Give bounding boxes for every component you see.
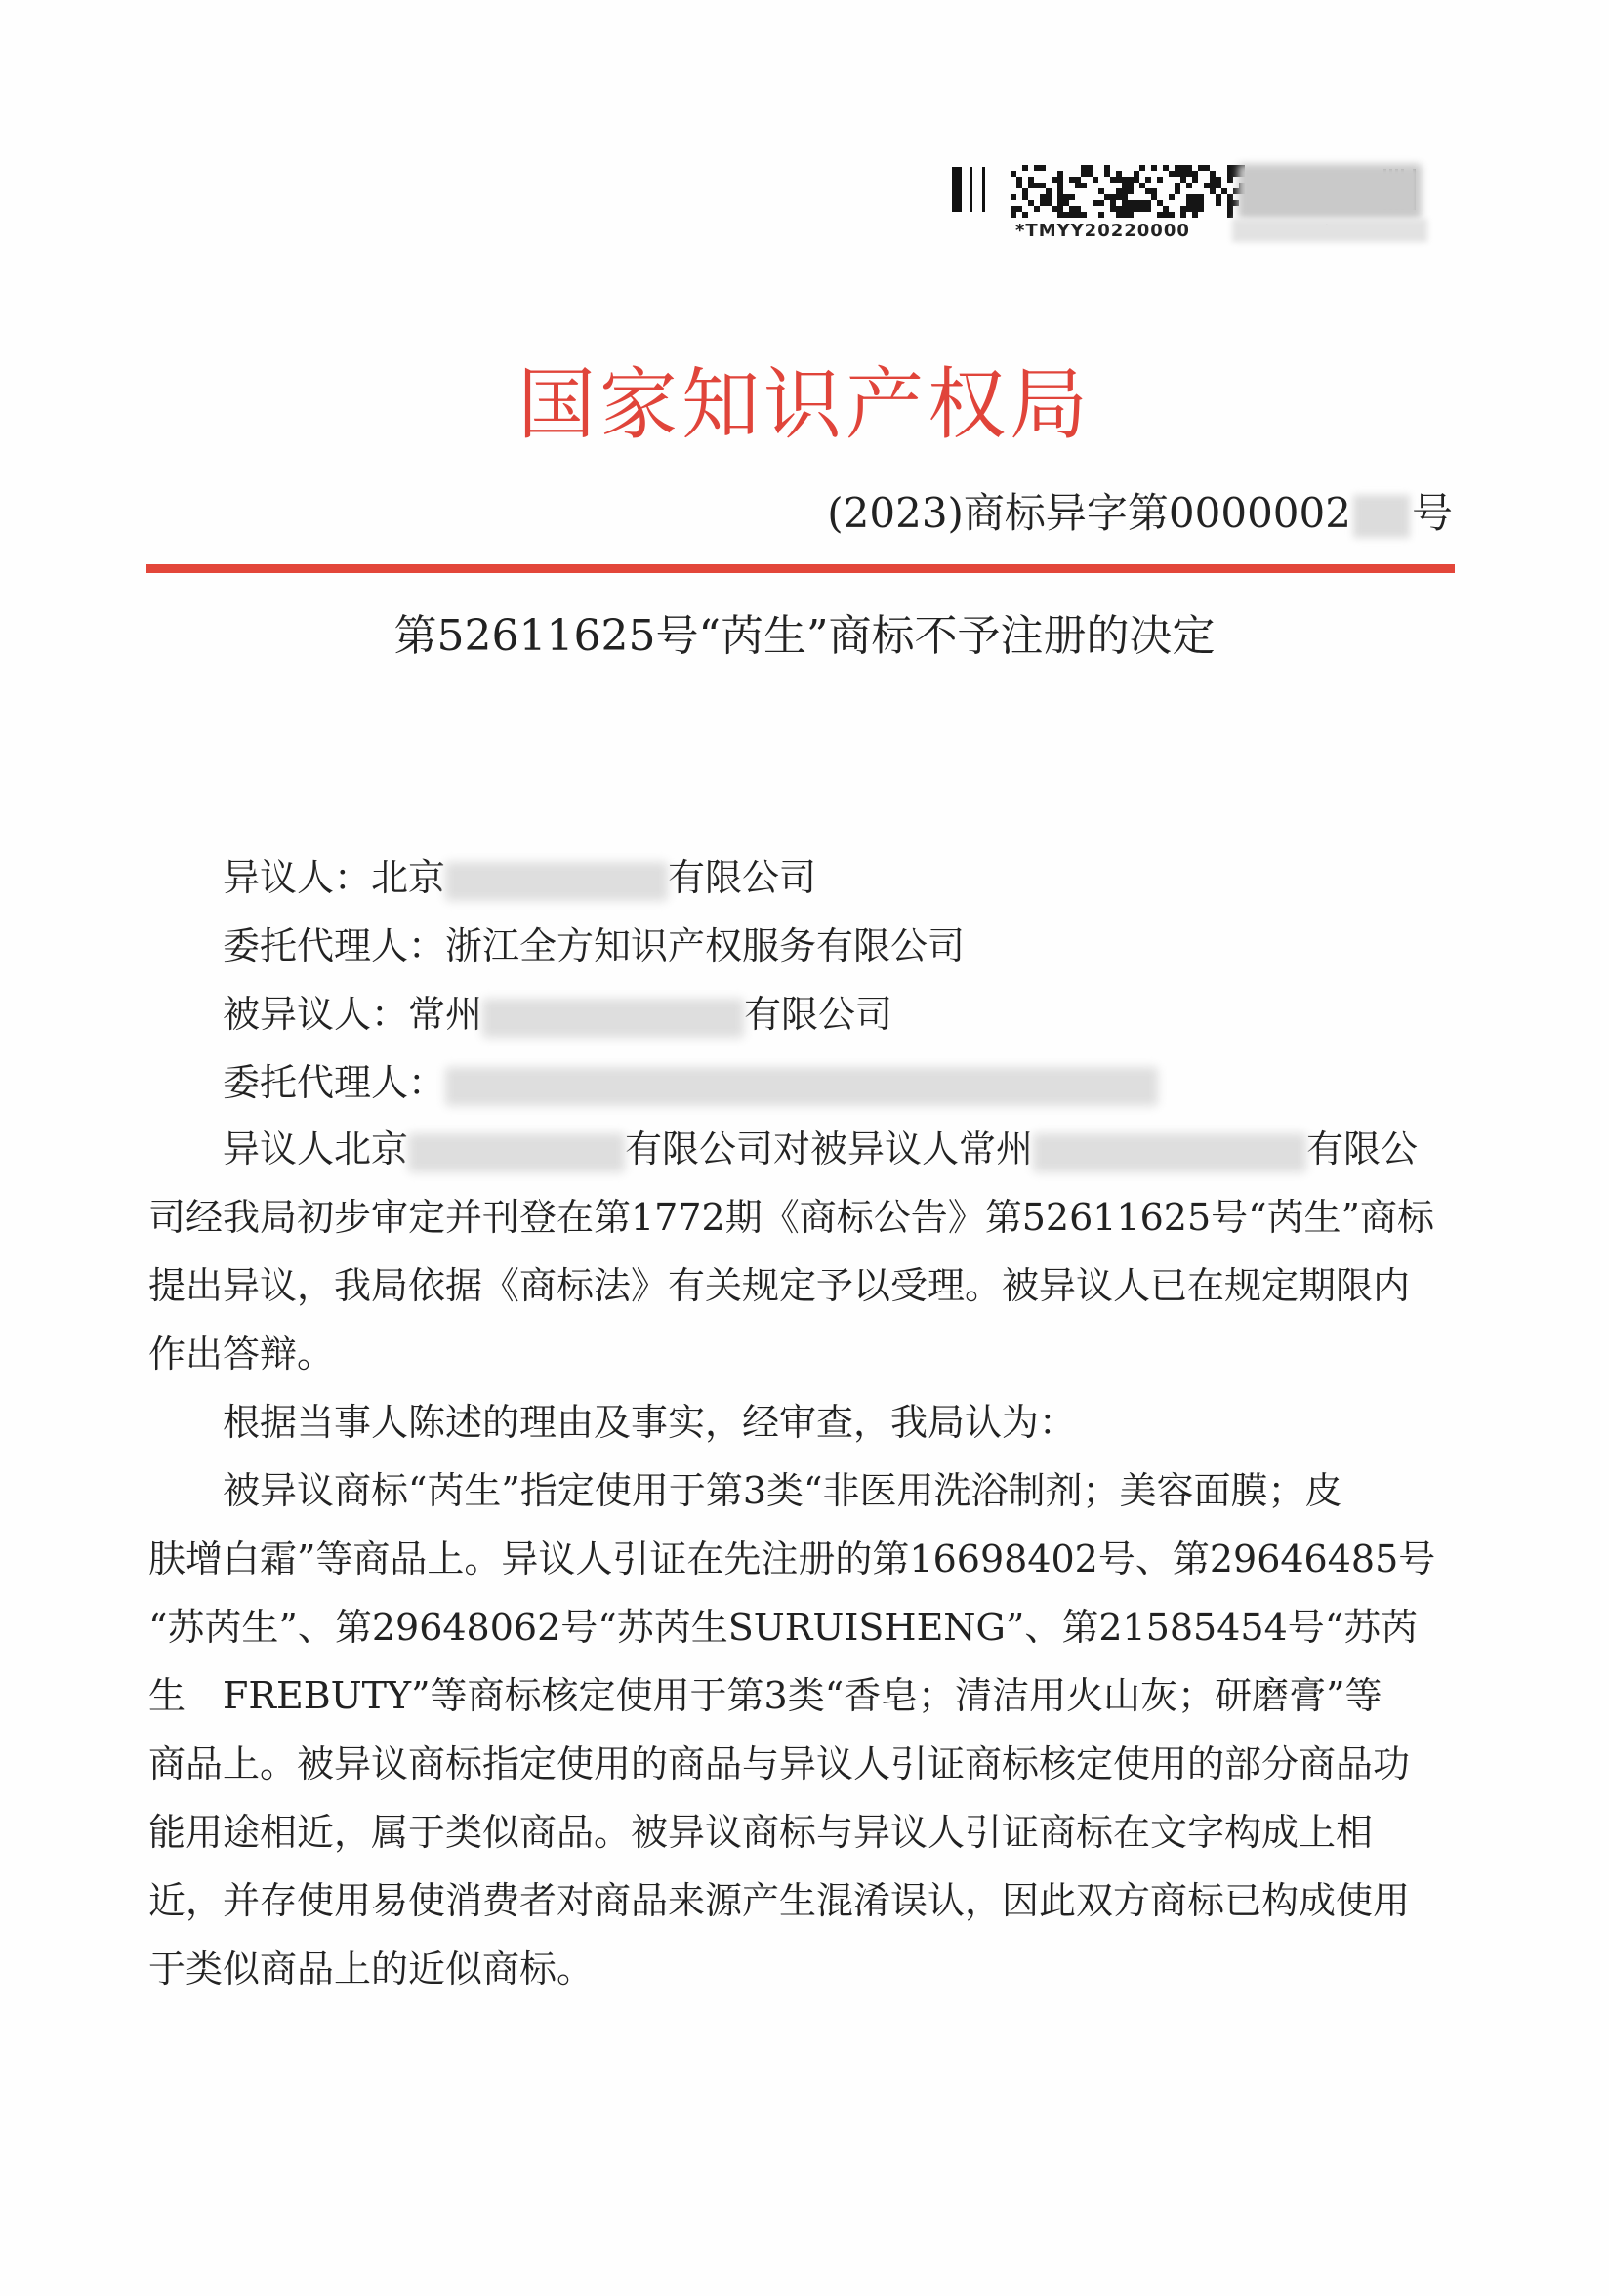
- respondent-line: [223, 984, 892, 1038]
- opponent-agent-label: 委托代理人：: [223, 924, 446, 967]
- respondent-agent-label: 委托代理人：: [223, 1061, 446, 1104]
- text-line: 商品上。被异议商标指定使用的商品与异议人引证商标核定使用的部分商品功: [148, 1742, 1411, 1785]
- redacted-area: [1033, 1133, 1306, 1172]
- paragraph-findings: [148, 1456, 1447, 2003]
- document-number-suffix: 号: [1411, 489, 1453, 537]
- opponent-agent-line: [223, 916, 965, 969]
- text-line: 司经我局初步审定并刊登在第1772期《商标公告》第52611625号“芮生”商标: [148, 1196, 1434, 1239]
- respondent-label: 被异议人：: [223, 993, 409, 1036]
- redacted-area: [445, 1067, 1158, 1106]
- text-line: 于类似商品上的近似商标。: [148, 1948, 595, 1990]
- text-fragment: 有限公: [1306, 1128, 1419, 1170]
- respondent-name-suffix: 有限公司: [744, 993, 893, 1036]
- decision-title: 第52611625号“芮生”商标不予注册的决定: [393, 611, 1216, 661]
- text-line: 近，并存使用易使消费者对商品来源产生混淆误认，因此双方商标已构成使用: [148, 1879, 1411, 1922]
- paragraph-opposition: [148, 1115, 1447, 1388]
- text-line: 能用途相近，属于类似商品。被异议商标与异议人引证商标在文字构成上相: [148, 1811, 1374, 1854]
- text-line: [148, 1115, 1447, 1183]
- header-divider: [146, 564, 1455, 573]
- text-line: 作出答辩。: [148, 1332, 335, 1375]
- opponent-line: [223, 847, 816, 901]
- text-fragment: 有限公司对被异议人常州: [625, 1128, 1034, 1170]
- redacted-area: [1232, 219, 1427, 242]
- text-line: 提出异议，我局依据《商标法》有关规定予以受理。被异议人已在规定期限内: [148, 1264, 1411, 1307]
- opponent-agent-name: 浙江全方知识产权服务有限公司: [445, 924, 966, 967]
- document-number: [827, 481, 1453, 540]
- opponent-name-prefix: 北京: [371, 856, 446, 899]
- redacted-area: [1353, 495, 1410, 538]
- respondent-agent-line: [223, 1052, 1158, 1106]
- paragraph-review: [148, 1388, 1447, 1456]
- opponent-name-suffix: 有限公司: [668, 856, 817, 899]
- text-line: 根据当事人陈述的理由及事实，经审查，我局认为：: [223, 1401, 1077, 1444]
- redacted-area: [482, 999, 744, 1038]
- redacted-area: [445, 862, 668, 901]
- text-line: 被异议商标“芮生”指定使用于第3类“非医用洗浴制剂；美容面膜；皮: [223, 1469, 1342, 1512]
- barcode-number-text: *TMYY20220000: [1015, 221, 1190, 241]
- document-number-prefix: (2023)商标异字第0000002: [827, 489, 1351, 537]
- redacted-area: [408, 1133, 625, 1172]
- agency-name: 国家知识产权局: [517, 359, 1092, 450]
- redacted-area: [1238, 164, 1422, 219]
- text-line: “苏芮生”、第29648062号“苏芮生SURUISHENG”、第21585454号“苏芮: [148, 1606, 1419, 1649]
- opponent-label: 异议人：: [223, 856, 372, 899]
- text-fragment: 异议人北京: [223, 1128, 409, 1170]
- text-line: 生 FREBUTY”等商标核定使用于第3类“香皂；清洁用火山灰；研磨膏”等: [148, 1674, 1382, 1717]
- respondent-name-prefix: 常州: [408, 993, 483, 1036]
- text-line: 肤增白霜”等商品上。异议人引证在先注册的第16698402号、第29646485号: [148, 1538, 1436, 1580]
